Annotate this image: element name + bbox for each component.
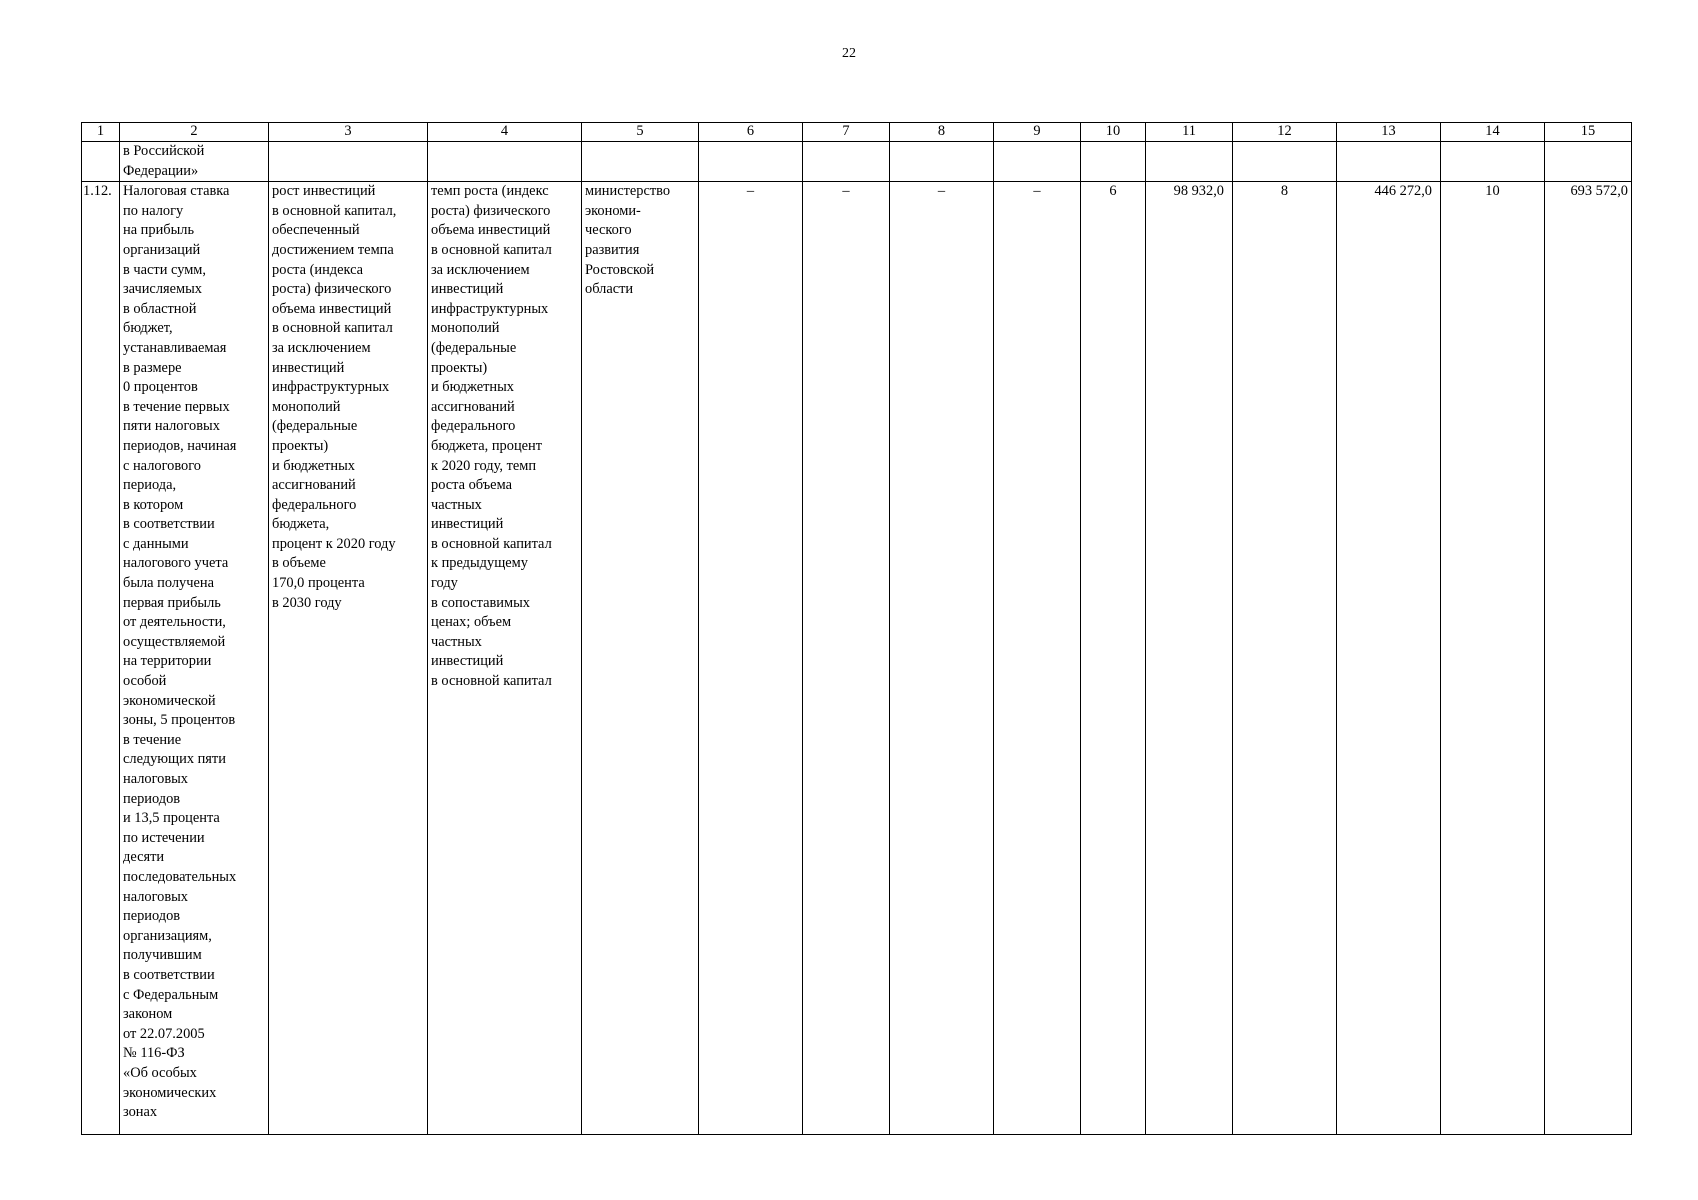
table-cell	[82, 142, 120, 182]
value-col9: –	[994, 182, 1081, 1135]
data-table	[81, 122, 1632, 1135]
table-cell	[890, 142, 994, 182]
value-col12: 8	[1233, 182, 1337, 1135]
column-header: 8	[890, 123, 994, 142]
value-col15: 693 572,0	[1545, 182, 1632, 1135]
continuation-text: в Российской Федерации»	[120, 142, 269, 182]
column-header: 1	[82, 123, 120, 142]
column-header: 15	[1545, 123, 1632, 142]
table-row	[82, 182, 1632, 1135]
column-header: 2	[120, 123, 269, 142]
table-cell	[1337, 142, 1441, 182]
column-header: 6	[699, 123, 803, 142]
table-cell	[428, 142, 582, 182]
table-cell	[1081, 142, 1146, 182]
table-cell	[1233, 142, 1337, 182]
table-cell	[699, 142, 803, 182]
continuation-row	[82, 142, 1632, 182]
table-cell	[994, 142, 1081, 182]
curator: министерство экономи- ческого развития Ростовской области	[582, 182, 699, 1135]
table-cell	[803, 142, 890, 182]
column-header: 12	[1233, 123, 1337, 142]
column-header: 3	[269, 123, 428, 142]
column-header: 13	[1337, 123, 1441, 142]
column-header: 7	[803, 123, 890, 142]
column-header: 10	[1081, 123, 1146, 142]
table-cell	[1545, 142, 1632, 182]
value-col11: 98 932,0	[1146, 182, 1233, 1135]
row-number: 1.12.	[82, 182, 120, 1135]
column-header: 14	[1441, 123, 1545, 142]
value-col13: 446 272,0	[1337, 182, 1441, 1135]
value-col14: 10	[1441, 182, 1545, 1135]
column-header: 9	[994, 123, 1081, 142]
column-header: 11	[1146, 123, 1233, 142]
column-header: 5	[582, 123, 699, 142]
value-col6: –	[699, 182, 803, 1135]
measure-description: Налоговая ставка по налогу на прибыль организаций в части сумм, зачисляемых в областной бюджет, устанавливаемая в размере 0 процентов в течение первых пяти налоговых периодов, начиная с налогового периода, в котором в соответствии с данными налогового учета была получена первая прибыль от деятельности, осуществляемой на территории особой экономической зоны, 5 процентов в течение следующих пяти налоговых периодов и 13,5 процента по истечении десяти последовательных налоговых периодов организациям, получившим в соответствии с Федеральным законом от 22.07.2005 № 116-ФЗ «Об особых экономических зонах	[120, 182, 269, 1135]
indicator-description: темп роста (индекс роста) физического объема инвестиций в основной капитал за исключением инвестиций инфраструктурных монополий (федеральные проекты) и бюджетных ассигнований федерального бюджета, процент к 2020 году, темп роста объема частных инвестиций в основной капитал к предыдущему году в сопоставимых ценах; объем частных инвестиций в основной капитал	[428, 182, 582, 1135]
table-cell	[269, 142, 428, 182]
value-col7: –	[803, 182, 890, 1135]
table-cell	[582, 142, 699, 182]
table-cell	[1441, 142, 1545, 182]
table-cell	[1146, 142, 1233, 182]
value-col10: 6	[1081, 182, 1146, 1135]
page-number: 22	[842, 46, 856, 61]
column-header: 4	[428, 123, 582, 142]
goal-description: рост инвестиций в основной капитал, обеспеченный достижением темпа роста (индекса роста) физического объема инвестиций в основной капитал за исключением инвестиций инфраструктурных монополий (федеральные проекты) и бюджетных ассигнований федерального бюджета, процент к 2020 году в объеме 170,0 процента в 2030 году	[269, 182, 428, 1135]
value-col8: –	[890, 182, 994, 1135]
column-number-row	[82, 123, 1632, 142]
